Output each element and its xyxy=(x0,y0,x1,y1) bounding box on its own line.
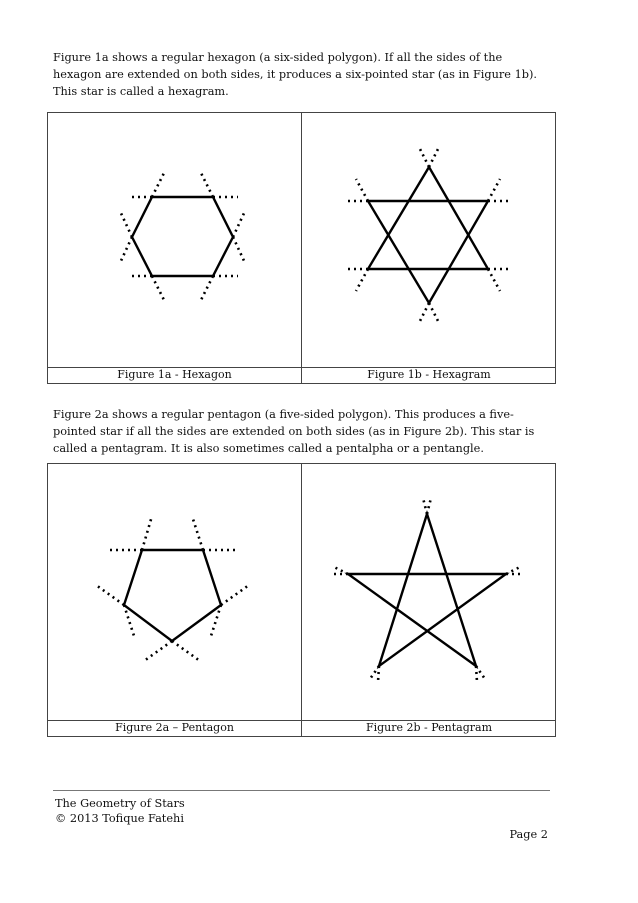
figure-2a-caption: Figure 2a – Pentagon xyxy=(48,720,301,737)
hexagram-extension xyxy=(419,147,429,167)
pentagram-shape xyxy=(348,514,506,666)
hexagon-figure xyxy=(48,113,301,367)
hexagon-extension xyxy=(120,211,132,237)
paragraph-pentagon-intro: Figure 2a shows a regular pentagon (a five-sided polygon). This produces a five-pointed star if all the sides are extended on both sides (as in Figure 2b). This star is called a pentagram. It is also sometimes called a pentalpha or a pentangle. xyxy=(53,408,535,455)
hexagram-figure xyxy=(302,113,556,367)
figure-table-1 xyxy=(47,112,556,384)
pentagram-extension xyxy=(423,498,427,514)
pentagon-figure xyxy=(48,464,301,720)
paragraph-hexagon-intro: Figure 1a shows a regular hexagon (a six-sided polygon). If all the sides of the hexagon are extended on both sides, it produces a six-pointed star (as in Figure 1b). This star is called a hexagram. xyxy=(53,51,537,98)
figure-1a-caption: Figure 1a - Hexagon xyxy=(48,367,301,384)
pentagon-extension xyxy=(144,641,172,661)
hexagram-extension xyxy=(488,269,500,291)
figure-2b-cell xyxy=(301,464,556,736)
footer-copyright: © 2013 Tofique Fatehi xyxy=(55,812,184,825)
hexagon-shape xyxy=(132,197,233,276)
pentagram-extension xyxy=(427,498,431,514)
pentagon-shape xyxy=(124,550,221,641)
hexagon-extension xyxy=(120,237,132,263)
pentagon-extension xyxy=(96,585,124,605)
hexagram-extension xyxy=(356,179,368,201)
pentagram-figure xyxy=(302,464,556,720)
hexagram-triangle-down xyxy=(368,201,488,303)
hexagram-extension xyxy=(429,147,439,167)
pentagon-extension xyxy=(192,516,203,550)
hexagon-extension xyxy=(233,211,245,237)
figure-2a-cell xyxy=(48,464,301,736)
pentagon-extension xyxy=(172,641,200,661)
hexagon-extension xyxy=(200,276,213,302)
hexagram-extension xyxy=(488,179,500,201)
figure-table-2 xyxy=(47,463,556,737)
hexagon-extension xyxy=(152,171,165,197)
figure-1a-cell xyxy=(48,113,301,383)
figure-1b-caption: Figure 1b - Hexagram xyxy=(302,367,556,384)
figure-1b-cell xyxy=(301,113,556,383)
footer-divider xyxy=(53,790,550,791)
pentagon-extension xyxy=(142,516,152,550)
hexagram-extension xyxy=(356,269,368,291)
page-number: Page 2 xyxy=(509,828,548,841)
hexagon-extension xyxy=(200,171,213,197)
pentagon-extension xyxy=(221,585,249,605)
hexagram-triangle-up xyxy=(368,167,488,269)
pentagram-extension xyxy=(378,666,379,682)
figure-2b-caption: Figure 2b - Pentagram xyxy=(302,720,556,737)
pentagram-extension xyxy=(476,666,477,682)
hexagram-extension xyxy=(419,303,429,323)
hexagon-extension xyxy=(152,276,165,302)
hexagram-extension xyxy=(429,303,439,323)
footer-title: The Geometry of Stars xyxy=(55,797,185,810)
hexagon-extension xyxy=(233,237,245,263)
